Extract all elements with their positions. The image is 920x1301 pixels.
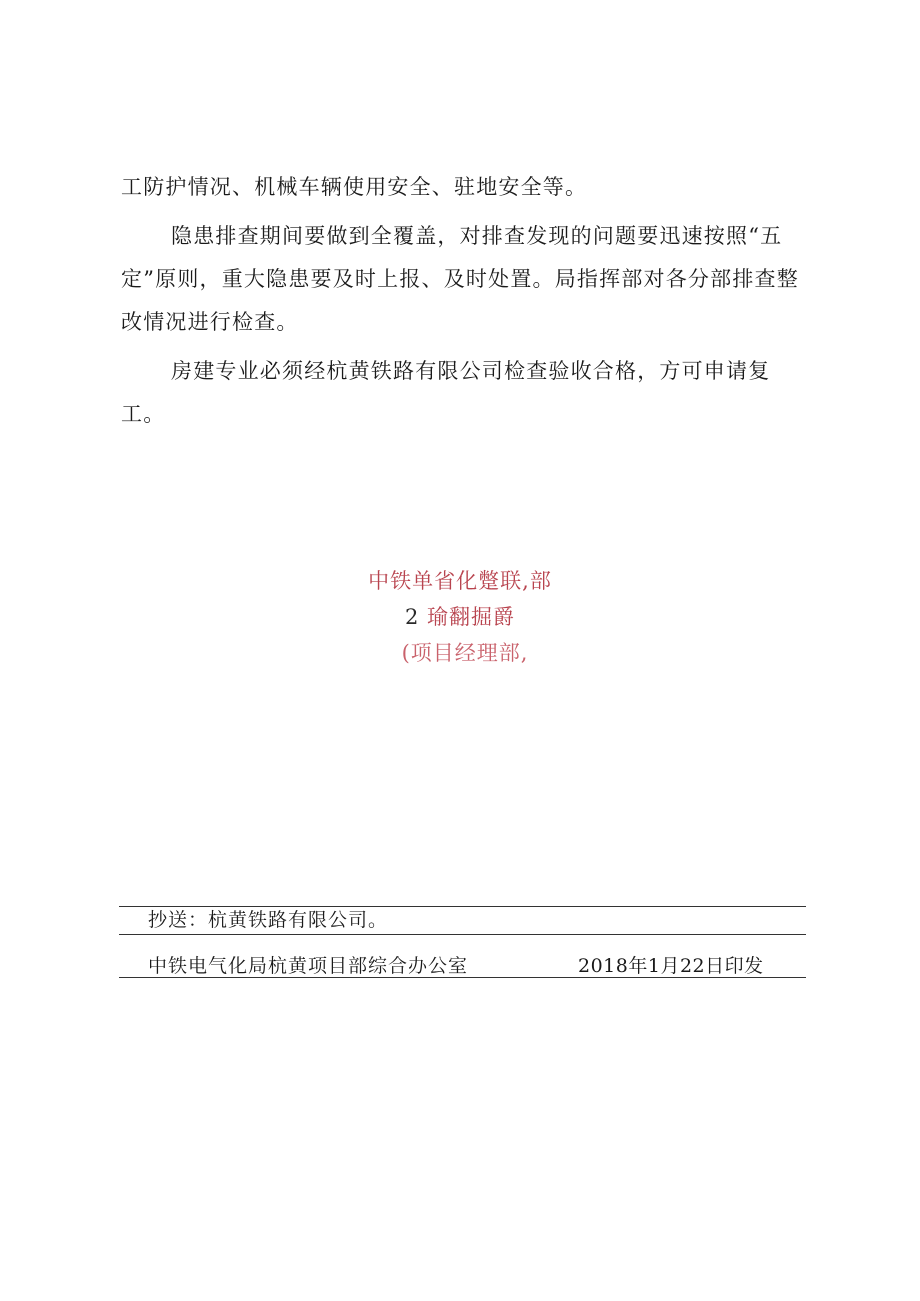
footer-rule-bottom <box>119 977 806 978</box>
footer-rule-middle <box>119 934 806 935</box>
seal-line-2-text: 瑜翻掘爵 <box>427 605 516 629</box>
paragraph-continuation: 工防护情况、机械车辆使用安全、驻地安全等。 <box>121 175 588 199</box>
paragraph-resumption-approval: 房建专业必须经杭黄铁路有限公司检查验收合格，方可申请复工。 <box>121 359 771 426</box>
issuing-office: 中铁电气化局杭黄项目部综合办公室 <box>148 955 469 977</box>
cc-recipients: 抄送：杭黄铁路有限公司。 <box>148 909 389 931</box>
document-body <box>121 166 809 436</box>
official-seal-text <box>300 563 620 671</box>
seal-line-2 <box>300 599 620 635</box>
seal-line-1: 中铁单省化蹩联,部 <box>368 569 552 593</box>
paragraph-hazard-inspection: 隐患排查期间要做到全覆盖，对排查发现的问题要迅速按照“五定”原则，重大隐患要及时上报、及时处置。局指挥部对各分部排查整改情况进行检查。 <box>121 224 799 334</box>
issue-date: 2018年1月22日印发 <box>578 955 764 977</box>
seal-line-2-number: 2 <box>404 605 420 629</box>
seal-line-3: (项目经理部, <box>401 641 529 665</box>
